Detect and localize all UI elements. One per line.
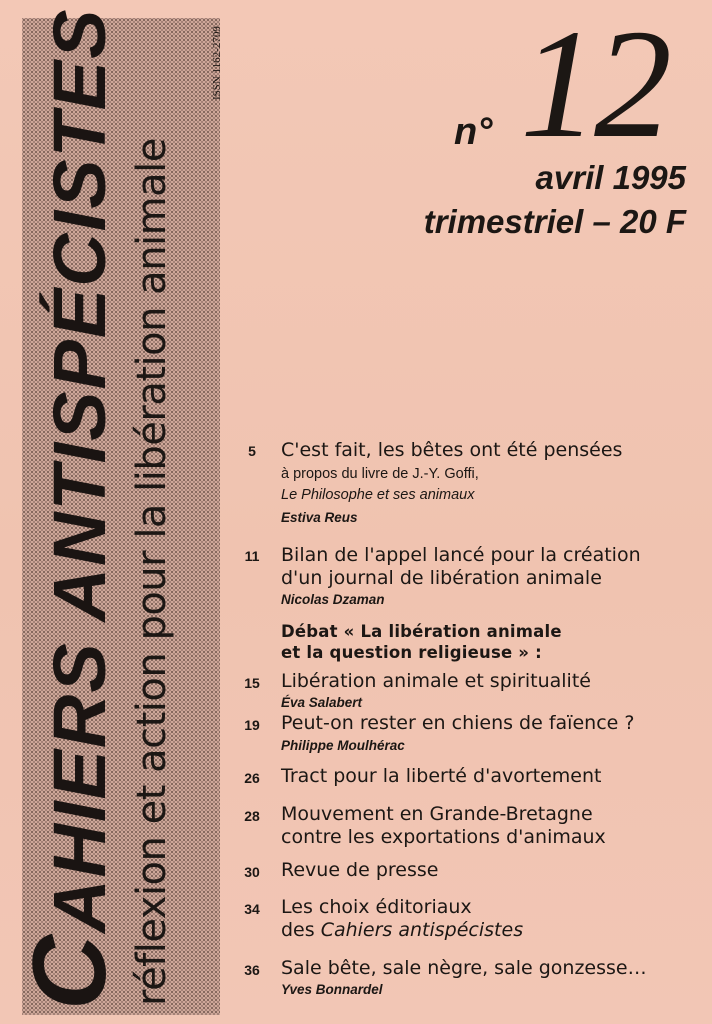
toc-author: Yves Bonnardel	[281, 982, 383, 997]
magazine-title	[12, 7, 128, 1010]
toc-page-number: 11	[244, 548, 260, 564]
toc-article-title: Les choix éditoriaux	[281, 896, 472, 918]
issn-number: ISSN 1162-2709	[211, 26, 223, 100]
toc-page-number: 19	[244, 717, 260, 733]
toc-author: Nicolas Dzaman	[281, 592, 385, 607]
toc-article-subtitle: à propos du livre de J.-Y. Goffi,	[281, 466, 479, 482]
toc-title-text: des	[281, 919, 321, 941]
toc-article-title-line2: d'un journal de libération animale	[281, 567, 602, 589]
toc-page-number: 28	[244, 808, 260, 824]
toc-page-number: 34	[244, 901, 260, 917]
toc-title-journal-name: Cahiers antispécistes	[320, 919, 524, 941]
toc-article-title: Peut-on rester en chiens de faïence ?	[281, 712, 635, 734]
toc-article-title: Sale bête, sale nègre, sale gonzesse…	[281, 957, 647, 979]
toc-book-title: Le Philosophe et ses animaux	[281, 487, 475, 503]
toc-page-number: 15	[244, 675, 260, 691]
toc-author: Éva Salabert	[281, 695, 363, 710]
toc-page-number: 30	[244, 864, 260, 880]
magazine-title-rest: AHIERS ANTISPÉCISTES	[38, 7, 121, 933]
toc-page-number: 5	[248, 443, 256, 459]
toc-section-heading-line1: Débat « La libération animale	[281, 622, 562, 641]
toc-page-number: 36	[244, 962, 260, 978]
toc-article-title: Libération animale et spiritualité	[281, 670, 591, 692]
toc-section-heading	[281, 621, 562, 663]
toc-article-title: C'est fait, les bêtes ont été pensées	[281, 439, 623, 461]
toc-section-heading-line2: et la question religieuse » :	[281, 643, 542, 662]
issue-number: 12	[520, 0, 668, 170]
toc-article-title: Tract pour la liberté d'avortement	[281, 765, 602, 787]
toc-article-title-line2: contre les exportations d'animaux	[281, 826, 606, 848]
toc-author: Philippe Moulhérac	[281, 738, 405, 753]
issue-prefix: n°	[454, 111, 493, 153]
toc-page-number: 26	[244, 770, 260, 786]
toc-article-title-line2	[281, 918, 523, 942]
toc-author: Estiva Reus	[281, 510, 358, 525]
toc-article-title: Bilan de l'appel lancé pour la création	[281, 544, 641, 566]
issue-frequency-price: trimestriel – 20 F	[423, 203, 686, 240]
issue-date: avril 1995	[535, 159, 686, 196]
toc-article-title: Revue de presse	[281, 859, 439, 881]
magazine-title-initial: C	[12, 932, 128, 1010]
magazine-subtitle: réflexion et action pour la libération animale	[129, 138, 175, 1006]
toc-article-title: Mouvement en Grande-Bretagne	[281, 803, 593, 825]
